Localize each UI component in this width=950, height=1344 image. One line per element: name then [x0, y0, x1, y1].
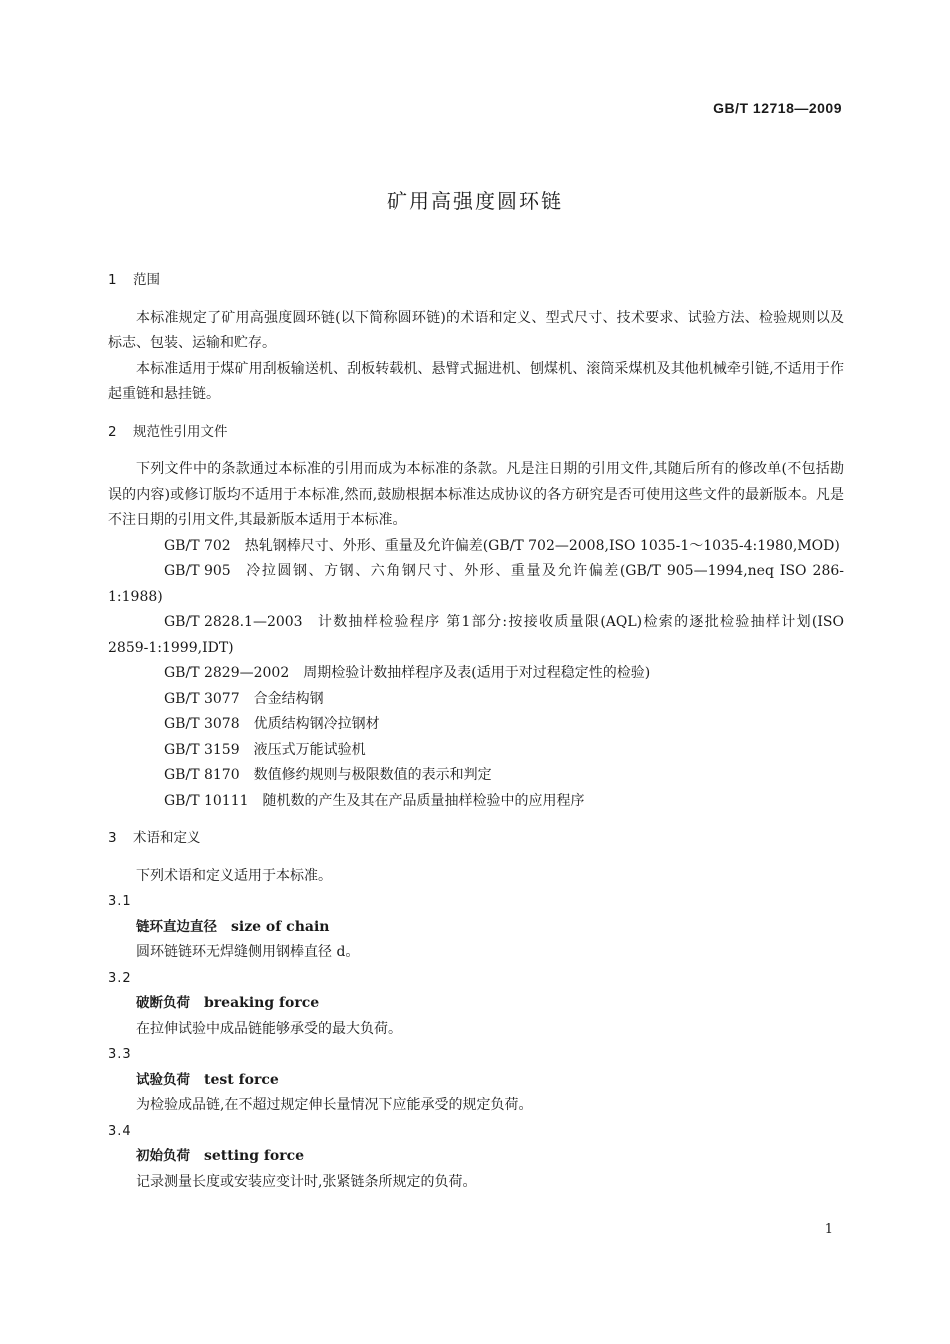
reference-item [108, 534, 844, 560]
term-chinese: 试验负荷 [136, 1071, 190, 1088]
page-number: 1 [824, 1222, 833, 1237]
term-definition: 在拉伸试验中成品链能够承受的最大负荷。 [136, 1020, 402, 1037]
reference-code: GB/T 702 [164, 537, 231, 554]
reference-code: GB/T 905 [164, 563, 231, 579]
term-entry [108, 1119, 844, 1196]
reference-text: 液压式万能试验机 [253, 741, 366, 758]
reference-item [108, 661, 844, 687]
reference-code: GB/T 10111 [164, 792, 249, 809]
reference-text: 随机数的产生及其在产品质量抽样检验中的应用程序 [262, 792, 585, 809]
scope-paragraph-1: 本标准规定了矿用高强度圆环链(以下简称圆环链)的术语和定义、型式尺寸、技术要求、试验方法、检验规则以及标志、包装、运输和贮存。 [108, 309, 844, 351]
reference-item [108, 687, 844, 713]
reference-text: 数值修约规则与极限数值的表示和判定 [253, 767, 492, 783]
term-number: 3.2 [108, 970, 132, 986]
term-english: test force [204, 1071, 279, 1088]
reference-code: GB/T 3159 [164, 741, 240, 758]
section-title: 规范性引用文件 [133, 423, 228, 440]
document-body [108, 268, 844, 1195]
term-number: 3.3 [108, 1047, 132, 1062]
section-title: 术语和定义 [133, 830, 201, 846]
reference-item [108, 763, 844, 789]
reference-text: 合金结构钢 [253, 690, 324, 707]
scope-paragraph-2: 本标准适用于煤矿用刮板输送机、刮板转载机、悬臂式掘进机、刨煤机、滚筒采煤机及其他机械牵引链,不适用于作起重链和悬挂链。 [108, 360, 844, 402]
term-heading [108, 915, 844, 941]
section-title: 范围 [133, 272, 160, 288]
reference-text: 计数抽样检验程序 第1部分:按接收质量限(AQL)检索的逐批检验抽样计划(ISO 2859-1:1999,IDT) [108, 614, 844, 656]
reference-code: GB/T 3078 [164, 716, 240, 732]
reference-item [108, 610, 844, 661]
terms-intro: 下列术语和定义适用于本标准。 [136, 867, 332, 884]
term-definition: 圆环链链环无焊缝侧用钢棒直径 d。 [136, 944, 360, 960]
reference-code: GB/T 2828.1—2003 [164, 614, 303, 630]
reference-text: 热轧钢棒尺寸、外形、重量及允许偏差(GB/T 702—2008,ISO 1035-1～1035-4:1980,MOD) [244, 537, 840, 554]
reference-item [108, 789, 844, 815]
reference-text: 优质结构钢冷拉钢材 [253, 716, 380, 732]
section-number: 1 [108, 272, 117, 288]
term-definition: 为检验成品链,在不超过规定伸长量情况下应能承受的规定负荷。 [136, 1097, 533, 1113]
section-1-heading [108, 268, 844, 294]
term-chinese: 初始负荷 [136, 1148, 190, 1164]
term-heading [108, 1144, 844, 1170]
reference-text: 周期检验计数抽样程序及表(适用于对过程稳定性的检验) [303, 665, 651, 681]
reference-code: GB/T 2829—2002 [164, 665, 290, 681]
term-number: 3.4 [108, 1123, 132, 1139]
term-chinese: 破断负荷 [136, 995, 190, 1011]
term-chinese: 链环直边直径 [136, 918, 217, 935]
reference-text: 冷拉圆钢、方钢、六角钢尺寸、外形、重量及允许偏差(GB/T 905—1994,neq ISO 286-1:1988) [108, 563, 844, 605]
term-english: size of chain [231, 918, 330, 935]
reference-code: GB/T 8170 [164, 767, 240, 783]
document-title: 矿用高强度圆环链 [387, 189, 563, 213]
section-number: 3 [108, 830, 117, 846]
section-number: 2 [108, 423, 117, 440]
term-heading [108, 991, 844, 1017]
reference-item [108, 712, 844, 738]
references-intro: 下列文件中的条款通过本标准的引用而成为本标准的条款。凡是注日期的引用文件,其随后所有的修改单(不包括勘误的内容)或修订版均不适用于本标准,然而,鼓励根据本标准达成协议的各方研究是否可使用这些文件的最新版本。凡是不注日期的引用文件,其最新版本适用于本标准。 [108, 461, 844, 528]
term-entry [108, 966, 844, 1043]
term-number: 3.1 [108, 894, 132, 909]
section-3-heading [108, 826, 844, 852]
reference-code: GB/T 3077 [164, 690, 240, 707]
term-english: breaking force [204, 995, 320, 1011]
term-entry [108, 1042, 844, 1119]
reference-item [108, 559, 844, 610]
term-english: setting force [204, 1148, 305, 1164]
term-definition: 记录测量长度或安装应变计时,张紧链条所规定的负荷。 [136, 1173, 477, 1190]
reference-item [108, 738, 844, 764]
term-entry [108, 889, 844, 966]
section-2-heading [108, 420, 844, 446]
term-heading [108, 1068, 844, 1094]
standard-code-header: GB/T 12718—2009 [713, 100, 842, 116]
